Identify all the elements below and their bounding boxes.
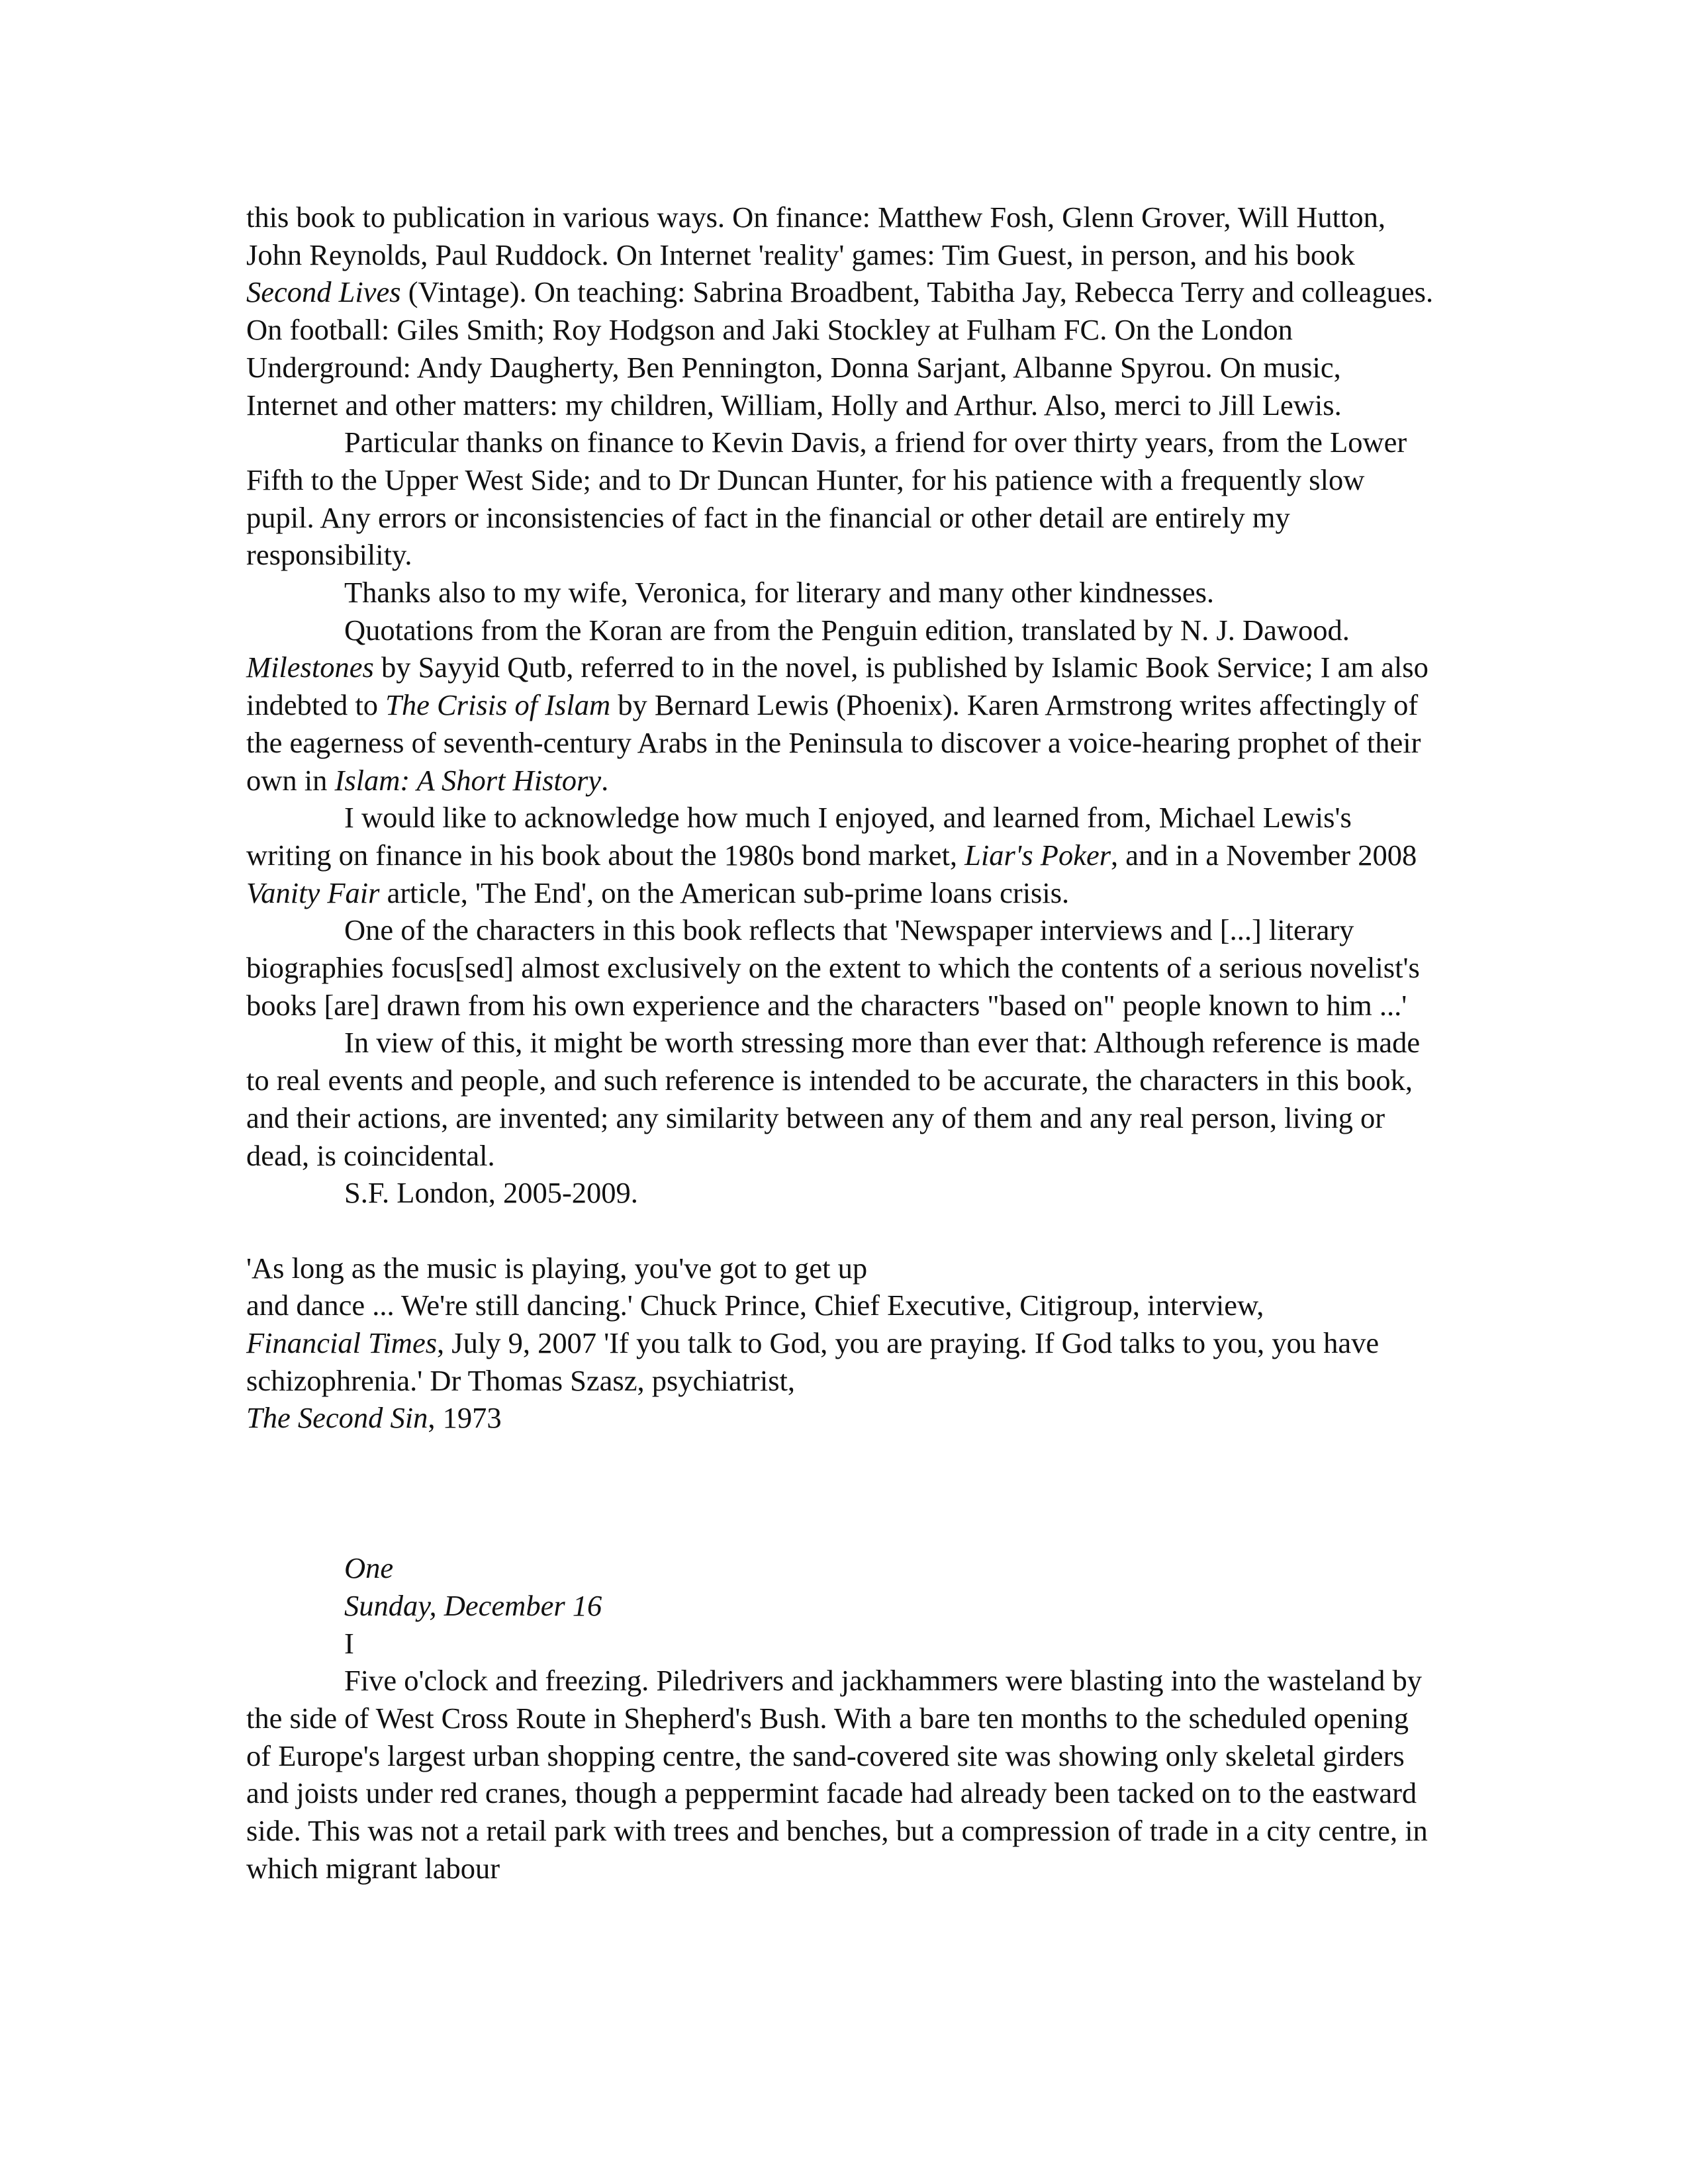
text-run: , and in a November 2008: [1111, 838, 1417, 872]
section-number: I: [344, 1626, 354, 1660]
epigraph-line: and dance ... We're still dancing.' Chuck Prince, Chief Executive, Citigroup, interview,: [246, 1289, 1264, 1322]
acknowledgements-paragraph-3: Thanks also to my wife, Veronica, for literary and many other kindnesses.: [344, 576, 1215, 610]
text-run: , 1973: [428, 1401, 502, 1435]
book-title: Islam: A Short History: [334, 763, 602, 797]
text-run: this book to publication in various ways. On finance: Matthew Fosh, Glenn Grover, Will Hutton, John Reynolds, Paul Ruddock. On Internet 'reality' games: Tim Guest, in person, and his book: [246, 201, 1385, 271]
acknowledgements-paragraph-2: Particular thanks on finance to Kevin Davis, a friend for over thirty years, from the Lower Fifth to the Upper West Side; and to Dr Duncan Hunter, for his patience with a frequently slow pupil. Any errors or inconsistencies of fact in the financial or other detail are entirely my responsibility.: [246, 426, 1407, 572]
spacer: [246, 1437, 1438, 1549]
chapter-date: [246, 1587, 1438, 1625]
epigraph-line: 'As long as the music is playing, you've got to get up: [246, 1251, 868, 1285]
epigraph: [246, 1250, 1438, 1437]
book-title: Second Lives: [246, 275, 401, 309]
magazine-title: Vanity Fair: [246, 876, 380, 909]
book-title: Liar's Poker: [964, 838, 1111, 872]
text-run: article, 'The End', on the American sub-prime loans crisis.: [379, 876, 1070, 909]
text-run: I would like to acknowledge how much I enjoyed, and learned from, Michael Lewis's writing on finance in his book about the 1980s bond market,: [246, 801, 1352, 872]
text-run: (Vintage). On teaching: Sabrina Broadbent, Tabitha Jay, Rebecca Terry and colleagues. On football: Giles Smith; Roy Hodgson and Jaki Stockley at Fulham FC. On the London Underground: Andy Daugherty, Ben Pennington, Donna Sarjant, Albanne Spyrou. On music, Internet and other matters: my children, William, Holly and Arthur. Also, merci to Jill Lewis.: [246, 275, 1434, 422]
acknowledgements-paragraph-4: [246, 612, 1438, 799]
newspaper-title: Financial Times: [246, 1326, 438, 1360]
chapter-number-text: One: [344, 1551, 394, 1585]
acknowledgements-paragraph-1: [246, 199, 1438, 424]
acknowledgements-paragraph-5: [246, 799, 1438, 911]
acknowledgements-paragraph-7: In view of this, it might be worth stressing more than ever that: Although reference is made to real events and people, and such reference is intended to be accurate, the characters in this book, and their actions, are invented; any similarity between any of them and any real person, living or dead, is coincidental.: [246, 1026, 1421, 1172]
book-title: Milestones: [246, 651, 374, 684]
text-run: Quotations from the Koran are from the Penguin edition, translated by N. J. Dawood.: [344, 613, 1350, 647]
book-title: The Second Sin: [246, 1401, 428, 1435]
acknowledgements-paragraph-6: One of the characters in this book reflects that 'Newspaper interviews and [...] literary biographies focus[sed] almost exclusively on the extent to which the contents of a serious novelist's books [are] drawn from his own experience and the characters "based on" people known to him ...': [246, 913, 1420, 1022]
signoff: S.F. London, 2005-2009.: [344, 1176, 638, 1210]
text-run: , July 9, 2007 'If you talk to God, you are praying. If God talks to you, you have schizophrenia.' Dr Thomas Szasz, psychiatrist,: [246, 1326, 1380, 1397]
epigraph-line: [246, 1324, 1438, 1399]
book-title: The Crisis of Islam: [385, 688, 611, 722]
text-run: .: [601, 763, 609, 797]
chapter-opening-paragraph: Five o'clock and freezing. Piledrivers and jackhammers were blasting into the wasteland by the side of West Cross Route in Shepherd's Bush. With a bare ten months to the scheduled opening of Europe's largest urban shopping centre, the sand-covered site was showing only skeletal girders and joists under red cranes, though a peppermint facade had already been tacked on to the eastward side. This was not a retail park with trees and benches, but a compression of trade in a city centre, in which migrant labour: [246, 1664, 1428, 1885]
chapter-number: [246, 1549, 1438, 1587]
text-run: by Bernard Lewis (Phoenix). Karen Armstrong writes affectingly of the eagerness of seventh-century Arabs in the Peninsula to discover a voice-hearing prophet of their own in: [246, 688, 1421, 797]
epigraph-line: [246, 1399, 1438, 1437]
document-page: [246, 199, 1438, 1888]
chapter-date-text: Sunday, December 16: [344, 1588, 602, 1622]
spacer: [246, 1212, 1438, 1250]
text-run: by Sayyid Qutb, referred to in the novel, is published by Islamic Book Service; I am also indebted to: [246, 651, 1429, 722]
